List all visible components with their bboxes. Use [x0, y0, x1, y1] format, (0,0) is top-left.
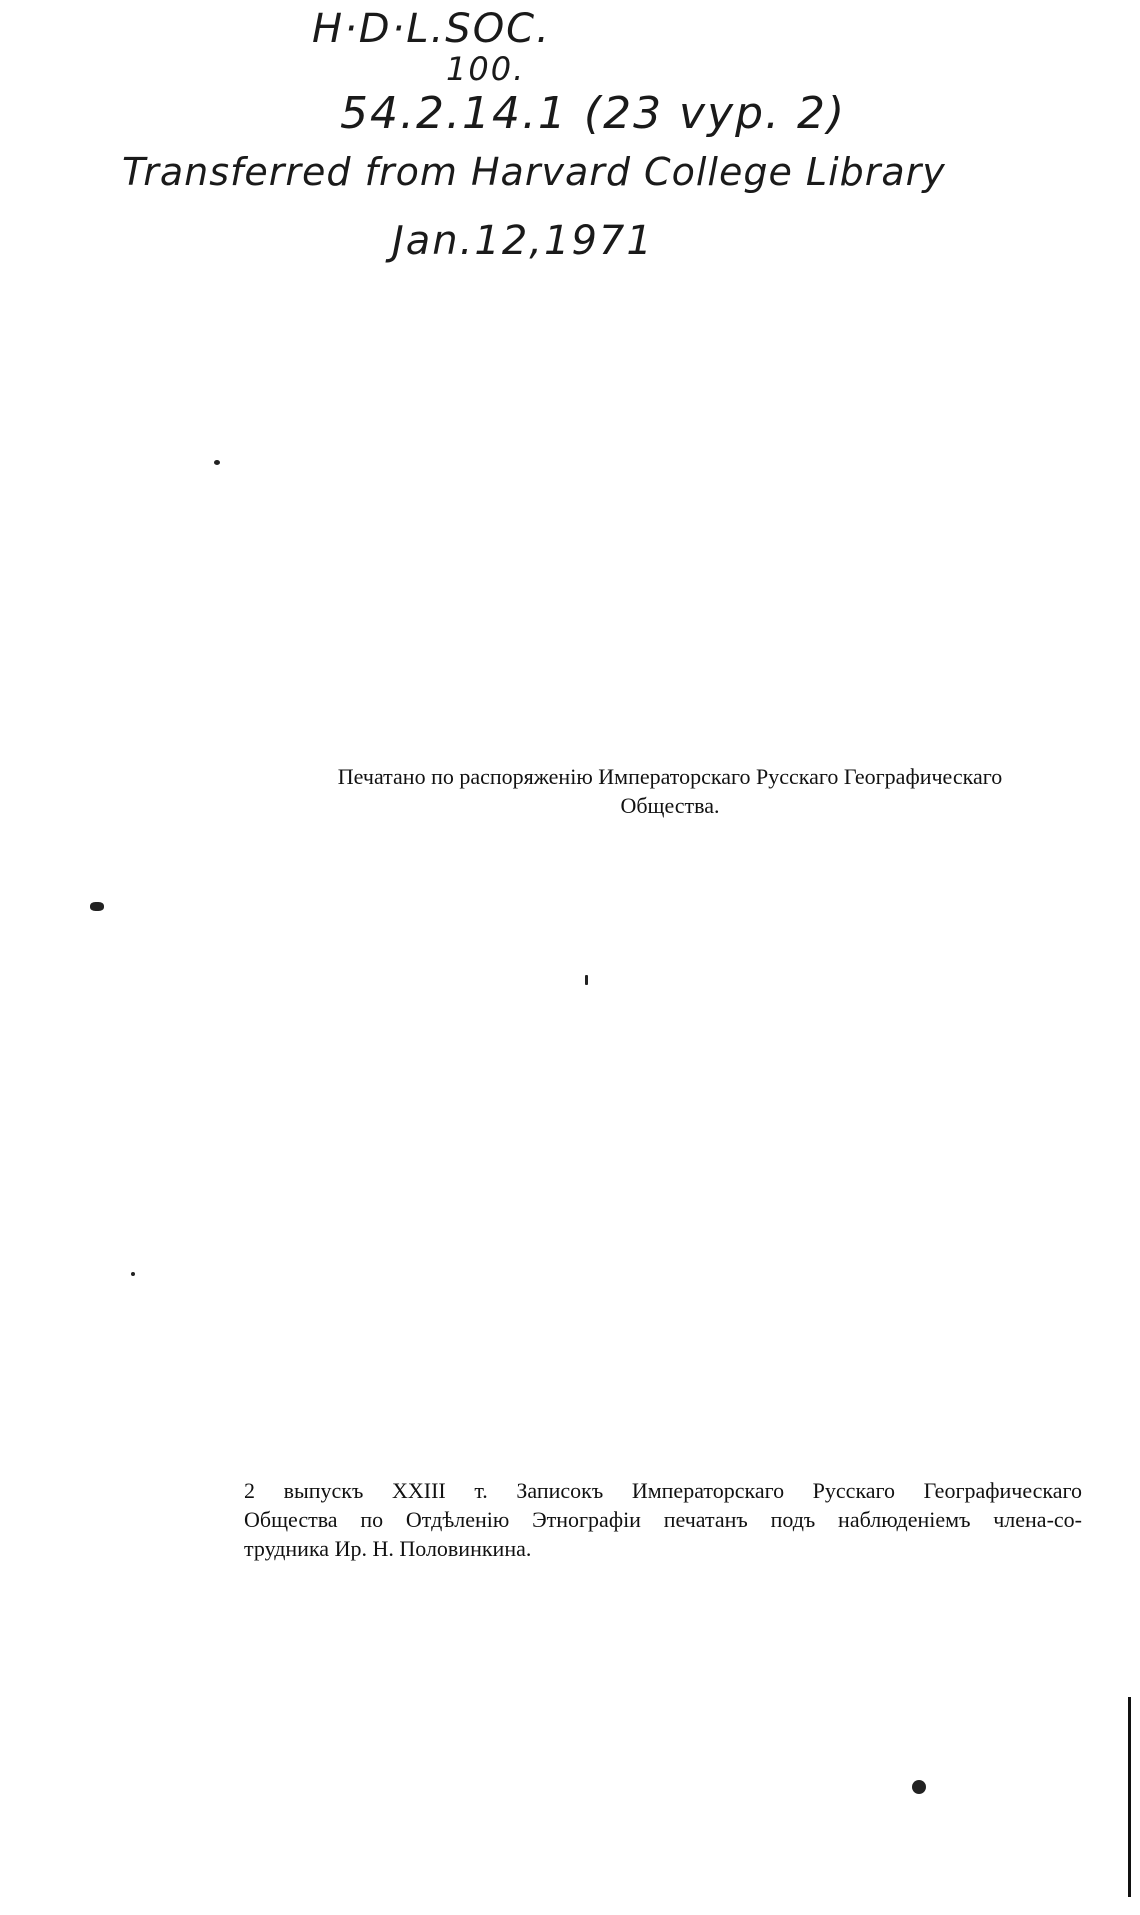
page-edge-line [1128, 1697, 1131, 1897]
handwritten-transfer-date: Jan.12,1971 [392, 218, 654, 264]
edition-note-line-1: 2 выпускъ XXIII т. Записокъ Императорскаго Русскаго Географическаго [244, 1478, 1082, 1503]
handwritten-call-number: 54.2.14.1 (23 vyp. 2) [340, 88, 847, 139]
scan-speck [912, 1780, 926, 1794]
imprint-line-2: Общества. [620, 793, 720, 818]
edition-note-line-2: Общества по Отдѣленію Этнографіи печатанъ подъ наблюденіемъ члена-со- [244, 1507, 1082, 1532]
imprint-notice [280, 762, 1060, 820]
handwritten-shelfmark: H·D·L.SOC. [312, 6, 551, 52]
edition-note [244, 1476, 1082, 1563]
imprint-line-1: Печатано по распоряженію Императорскаго Русскаго Географическаго [337, 764, 1003, 789]
handwritten-shelf-number: 100. [446, 50, 526, 88]
scan-speck [90, 902, 104, 911]
edition-note-line-3: трудника Ир. Н. Половинкина. [244, 1536, 532, 1561]
scan-speck [131, 1272, 135, 1276]
handwritten-transfer-note: Transferred from Harvard College Library [122, 150, 946, 194]
scan-speck [585, 975, 588, 985]
scan-speck [214, 460, 220, 465]
